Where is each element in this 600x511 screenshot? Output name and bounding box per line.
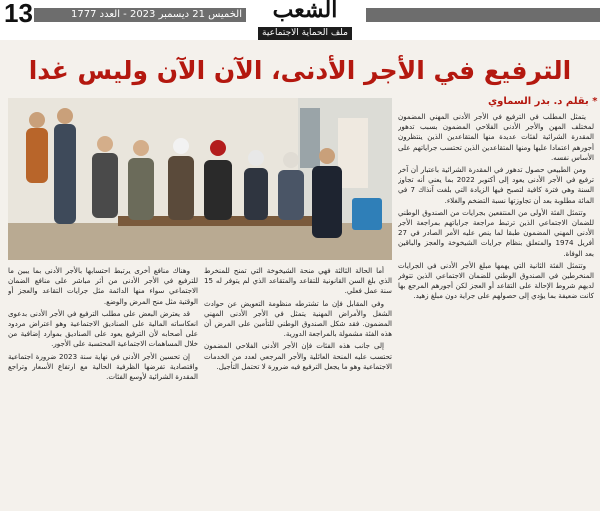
- photo-illustration: [8, 98, 392, 260]
- article-photo: [8, 98, 392, 260]
- article-column-2: [204, 266, 392, 504]
- paragraph: ومن الطبيعي حصول تدهور في المقدرة الشرائية باعتبار أن آخر ترفيع في الأجر الأدنى يعود إلى أكتوبر 2022 بما يعني أنه تجاوز السنة وهي فترة كافية لتصبح فيها الزيادة التي بلغت آنذاك 7 في المائة مطلوبة بعد أن تجاوزتها نسبة التضخم والغلاء.: [398, 165, 594, 205]
- article-column-3: [8, 266, 198, 504]
- paragraph: وفي المقابل فإن ما تشترطه منظومة التعويض عن حوادث الشغل والأمراض المهنية يتمثل في الأجر الأدنى المهني المضمون. فقد شكل الصندوق الوطني للتأمين على المرض أن هذه الفئة مشمولة بالمراجعة الدورية.: [204, 298, 392, 339]
- newspaper-logo: الشعب: [272, 0, 338, 23]
- paragraph: أما الحالة الثالثة فهي منحة الشيخوخة التي تمنح للمنخرط الذي بلغ السن القانونية للتقاعد والمتقاعد الذي لم يتوفر له 15 سنة عمل فعلي.: [204, 266, 392, 296]
- article-headline: الترفيع في الأجر الأدنى، الآن الآن وليس غدا: [28, 56, 572, 85]
- masthead: [0, 0, 600, 40]
- date-issue: الخميس 21 ديسمبر 2023 - العدد 1777: [34, 8, 246, 22]
- paragraph: يتمثل المطلب في الترفيع في الأجر الأدنى المهني المضمون لمختلف المهن والأجر الأدنى الفلاحي المضمون بسبب تدهور المقدرة الشرائية لفئات عديدة منها المتقاعدين الذين ينتظرون أجورهم اعتمادا عليها ومنها المتقاعدين الذين تحتسب جراياتهم على الأساس نفسه.: [398, 112, 594, 162]
- paragraph: وهناك منافع أخرى يرتبط احتسابها بالأجر الأدنى بما يبين ما للترفيع في الأجر الأدنى من أثر مباشر على منافع الضمان الاجتماعي سواء منها الدائمة مثل جرايات التقاعد والعجز أو الوقتية مثل منح المرض والوضع.: [8, 266, 198, 306]
- paragraph: وتتمثل الفئة الأولى من المنتفعين بجرايات من الصندوق الوطني للضمان الاجتماعي الذين ترتبط مراجعة جراياتهم بمراجعة الأجر الأدنى المهني المضمون طبقا لما ينص عليه الأمر الصادر في 27 أفريل 1974 والمتعلق بنظام جرايات الشيخوخة والعجز والباقين بعد الوفاة.: [398, 207, 594, 258]
- paragraph: إلى جانب هذه الفئات فإن الأجر الأدنى الفلاحي المضمون تحتسب عليه المنحة العائلية والأجر المرجعي لعدد من الخدمات الاجتماعية وهو ما يجعل الترفيع فيه ضرورة لا تحتمل التأجيل.: [204, 341, 392, 371]
- section-label: ملف الحماية الاجتماعية: [258, 27, 352, 40]
- header-strip: [366, 8, 600, 22]
- byline: * بقلم د. بدر السماوي: [488, 96, 598, 107]
- article-column-1: [398, 112, 594, 504]
- paragraph: قد يعترض البعض على مطلب الترفيع في الأجر الأدنى بدعوى انعكاساته المالية على الصناديق الاجتماعية وهو اعتراض مردود على أصحابه لأن الترفيع يعود على الصناديق بموارد إضافية من خلال المساهمات الاجتماعية المحتسبة على الأجور.: [8, 308, 198, 349]
- paragraph: وتتمثل الفئة الثانية التي يهمها مبلغ الأجر الأدنى في الجرايات المنخرطين في الصندوق الوطني للضمان الاجتماعي الذين تتوفر لديهم شروط الإحالة على التقاعد أو العجز لكن أجورهم المرجع بها كانت ضعيفة بما يؤدي إلى حصولهم على جراية دون مبلغ زهيد.: [398, 260, 594, 301]
- logo-area: [250, 0, 360, 38]
- paragraph: إن تحسين الأجر الأدنى في نهاية سنة 2023 ضرورة اجتماعية واقتصادية تفرضها الظرفية الحالية مع ارتفاع الأسعار وتراجع المقدرة الشرائية لأوسع الفئات.: [8, 351, 198, 382]
- page-number: 13: [4, 0, 33, 28]
